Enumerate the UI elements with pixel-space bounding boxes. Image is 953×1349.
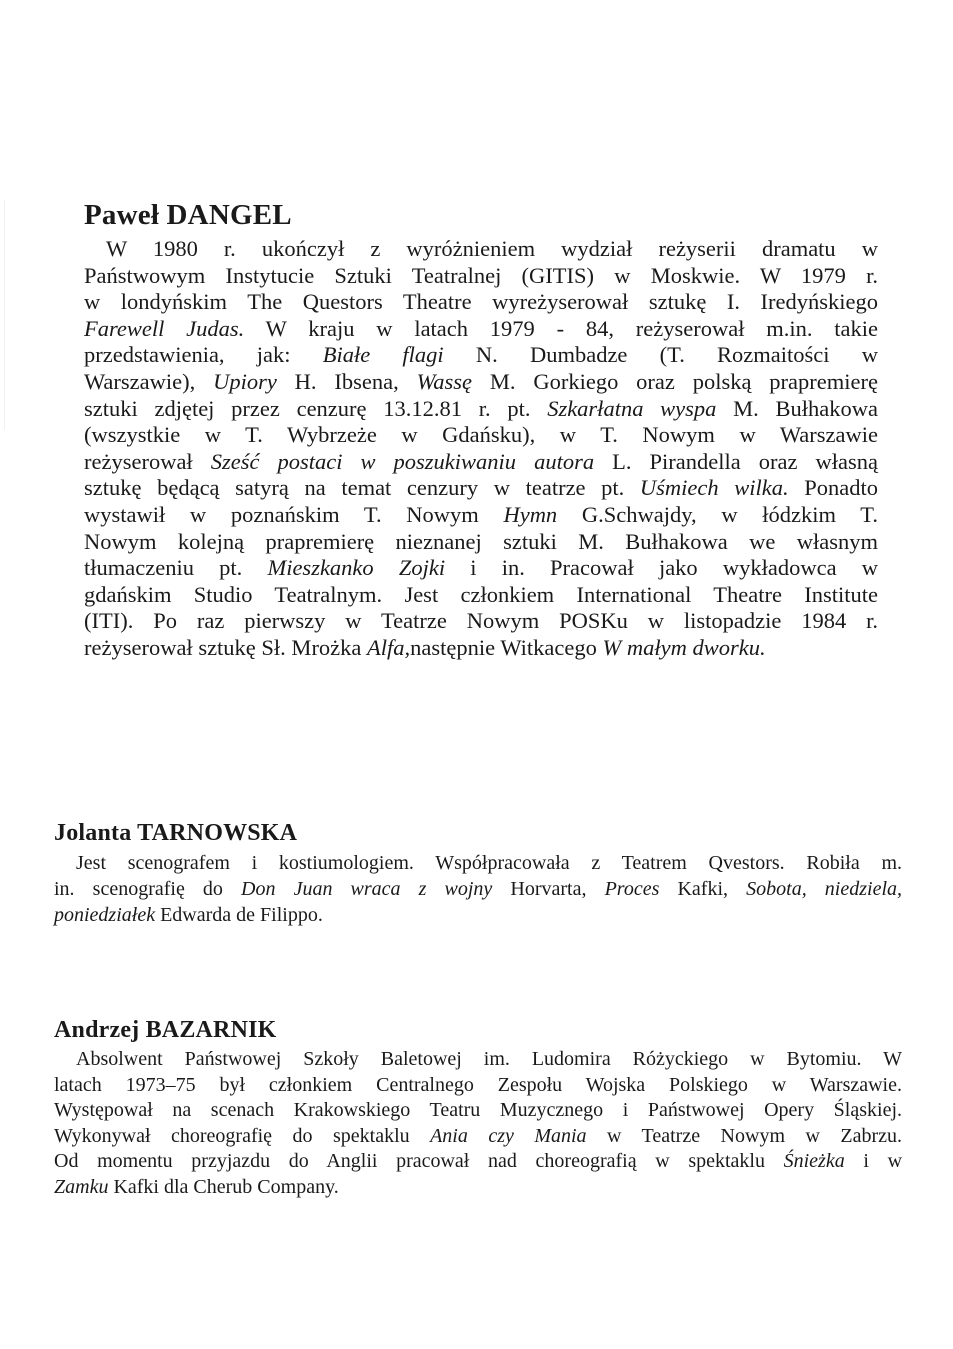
italic-title: Don Juan wraca z wojny [241,878,493,900]
text-segment: w Teatrze Nowym w Zabrzu. [586,1124,902,1147]
text-segment: Horvarta, [492,878,605,900]
text-segment: M. Bułhakowa [716,395,878,421]
text-segment: Ponadto [788,475,878,501]
scan-margin-line [4,200,5,430]
text-segment: L. Pirandella oraz własną [594,448,878,474]
italic-title: Szkarłatna wyspa [547,395,717,421]
text-segment: (ITI). Po raz pierwszy w Teatrze Nowym POSKu w listopadzie 1984 r. [84,608,878,634]
text-segment: Państwowym Instytucie Sztuki Teatralnej (GITIS) w Moskwie. W 1979 r. [84,262,878,288]
text-segment: i w [844,1150,903,1172]
bio-body [54,850,902,928]
text-segment: W kraju w latach 1979 - 84, reżyserował m.in. takie [244,315,878,341]
text-segment: i in. Pracował jako wykładowca w [445,555,879,581]
text-line [54,1175,902,1201]
italic-title: Białe flagi [322,342,444,368]
italic-title: Hymn [503,501,558,527]
italic-title: Mieszkanko Zojki [267,555,446,581]
bio-andrzej-bazarnik [54,1015,902,1200]
text-line [84,342,878,369]
text-line [54,902,902,928]
text-line [84,316,878,343]
text-segment: Warszawie), [84,368,214,394]
text-line [54,850,902,876]
text-segment: w londyńskim The Questors Theatre wyreżyserował sztukę I. Iredyńskiego [84,289,878,315]
bio-heading: Jolanta TARNOWSKA [54,820,298,846]
bio-body [54,1047,902,1200]
text-segment: reżyserował [84,448,211,474]
text-line [84,502,878,529]
bio-pawel-dangel [84,198,878,662]
text-segment: Edwarda de Filippo. [155,904,323,926]
text-segment: sztukę będącą satyrą na temat cenzury w teatrze pt. [84,475,640,501]
text-segment: Absolwent Państwowej Szkoły Baletowej im. Ludomira Różyckiego w Bytomiu. W [76,1048,902,1070]
text-line [84,555,878,582]
text-line [54,876,902,902]
text-segment: tłumaczeniu pt. [84,555,268,581]
text-segment: Nowym kolejną prapremierę nieznanej sztuki M. Bułhakowa we własnym [84,528,878,554]
text-line [84,396,878,423]
text-segment: G.Schwajdy, w łódzkim T. [557,501,878,527]
text-line [54,1124,902,1150]
text-line [84,635,878,662]
text-segment: in. scenografię do [54,878,242,900]
italic-title: Sobota, niedziela, [746,878,903,900]
text-segment: N. Dumbadze (T. Rozmaitości w [443,342,878,368]
italic-title: Proces [604,878,660,900]
italic-title: Zamku [54,1175,109,1198]
bio-body [84,236,878,662]
text-segment: Kafki, [659,878,747,900]
bio-jolanta-tarnowska [54,818,902,928]
text-line [84,582,878,609]
text-segment: latach 1973–75 był członkiem Centralnego Zespołu Wojska Polskiego w Warszawie. [54,1073,902,1096]
text-segment: gdańskim Studio Teatralnym. Jest członkiem International Theatre Institute [84,581,878,607]
text-segment: H. Ibsena, [276,368,417,394]
text-segment: Jest scenografem i kostiumologiem. Współpracowała z Teatrem Qvestors. Robiła m. [76,852,902,874]
text-line [84,236,878,263]
bio-heading: Andrzej BAZARNIK [54,1017,277,1043]
text-line [84,369,878,396]
text-segment: (wszystkie w T. Wybrzeże w Gdańsku), w T. Nowym w Warszawie [84,422,878,448]
text-segment: następnie Witkacego [410,634,603,660]
text-segment: Występował na scenach Krakowskiego Teatru Muzycznego i Państwowej Opery Śląskiej. [54,1099,902,1121]
text-line [84,263,878,290]
text-segment: reżyserował sztukę Sł. Mrożka [84,634,368,660]
italic-title: W małym dworku. [602,634,766,660]
italic-title: Śnieżka [783,1150,845,1172]
italic-title: Upiory [213,368,277,394]
italic-title: Wassę [416,368,473,394]
text-line [84,608,878,635]
text-segment: przedstawienia, jak: [84,342,323,368]
text-line [84,475,878,502]
text-line [84,422,878,449]
italic-title: poniedziałek [54,904,156,926]
italic-title: Uśmiech wilka. [639,475,789,501]
text-segment: Wykonywał choreografię do spektaklu [54,1124,431,1147]
text-segment: Od momentu przyjazdu do Anglii pracował nad choreografią w spektaklu [54,1150,784,1172]
text-segment: sztuki zdjętej przez cenzurę 13.12.81 r. pt. [84,395,548,421]
text-segment: wystawił w poznańskim T. Nowym [84,501,504,527]
italic-title: Farewell Judas. [84,315,245,341]
text-line [54,1098,902,1124]
text-segment: M. Gorkiego oraz polską prapremierę [472,368,878,394]
text-line [54,1149,902,1175]
italic-title: Alfa, [367,634,411,660]
text-line [54,1047,902,1073]
text-segment: W 1980 r. ukończył z wyróżnieniem wydział reżyserii dramatu w [106,236,878,261]
italic-title: Ania czy Mania [430,1124,587,1147]
text-segment: Kafki dla Cherub Company. [108,1175,339,1198]
text-line [84,449,878,476]
italic-title: Sześć postaci w poszukiwaniu autora [210,448,595,474]
bio-heading: Paweł DANGEL [84,199,292,231]
text-line [84,289,878,316]
text-line [54,1073,902,1099]
text-line [84,529,878,556]
